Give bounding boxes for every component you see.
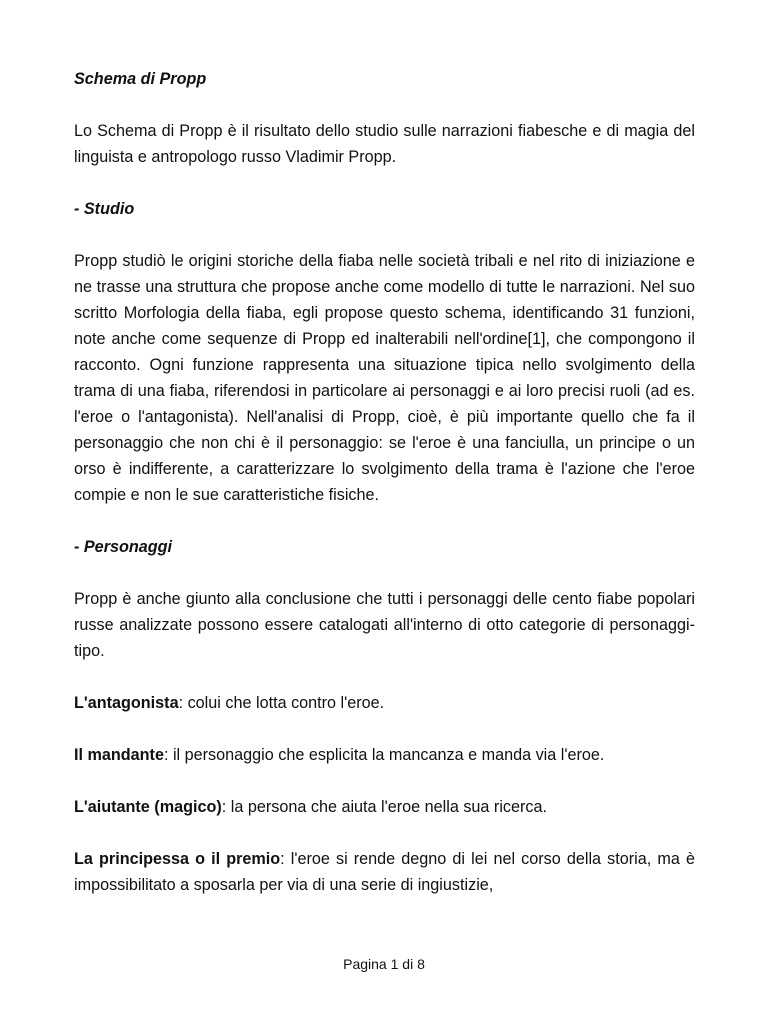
section-heading-studio: - Studio	[74, 200, 135, 218]
character-entry-aiutante	[74, 794, 695, 820]
personaggi-paragraph: Propp è anche giunto alla conclusione che tutti i personaggi delle cento fiabe popolari russe analizzate possono essere catalogati all'interno di otto categorie di personaggi-tipo.	[74, 590, 695, 660]
document-page	[74, 66, 695, 898]
character-entry-mandante	[74, 742, 695, 768]
intro-paragraph: Lo Schema di Propp è il risultato dello studio sulle narrazioni fiabesche e di magia del linguista e antropologo russo Vladimir Propp.	[74, 122, 695, 166]
page-number-footer: Pagina 1 di 8	[343, 956, 425, 972]
character-description: : la persona che aiuta l'eroe nella sua ricerca.	[221, 798, 547, 816]
studio-paragraph: Propp studiò le origini storiche della fiaba nelle società tribali e nel rito di iniziazione e ne trasse una struttura che propose anche come modello di tutte le narrazioni. Nel suo scritto Morfologia della fiaba, egli propose questo schema, identificando 31 funzioni, note anche come sequenze di Propp ed inalterabili nell'ordine[1], che compongono il racconto. Ogni funzione rappresenta una situazione tipica nello svolgimento della trama di una fiaba, riferendosi in particolare ai personaggi e ai loro precisi ruoli (ad es. l'eroe o l'antagonista). Nell'analisi di Propp, cioè, è più importante quello che fa il personaggio che non chi è il personaggio: se l'eroe è una fanciulla, un principe o un orso è indifferente, a caratterizzare lo svolgimento della trama è l'azione che l'eroe compie e non le sue caratteristiche fisiche.	[74, 252, 695, 504]
character-description: : colui che lotta contro l'eroe.	[178, 694, 385, 712]
character-term: L'aiutante (magico)	[74, 798, 222, 816]
section-heading-personaggi: - Personaggi	[74, 538, 173, 556]
character-entry-principessa	[74, 846, 695, 898]
character-entry-antagonista	[74, 690, 695, 716]
document-title: Schema di Propp	[74, 70, 207, 88]
character-term: L'antagonista	[74, 694, 179, 712]
character-description: : il personaggio che esplicita la mancanza e manda via l'eroe.	[163, 746, 605, 764]
character-description: : l'eroe si rende degno di lei nel corso della storia, ma è impossibilitato a sposarla per via di una serie di ingiustizie,	[74, 850, 695, 894]
character-term: Il mandante	[74, 746, 164, 764]
character-term: La principessa o il premio	[74, 850, 281, 868]
